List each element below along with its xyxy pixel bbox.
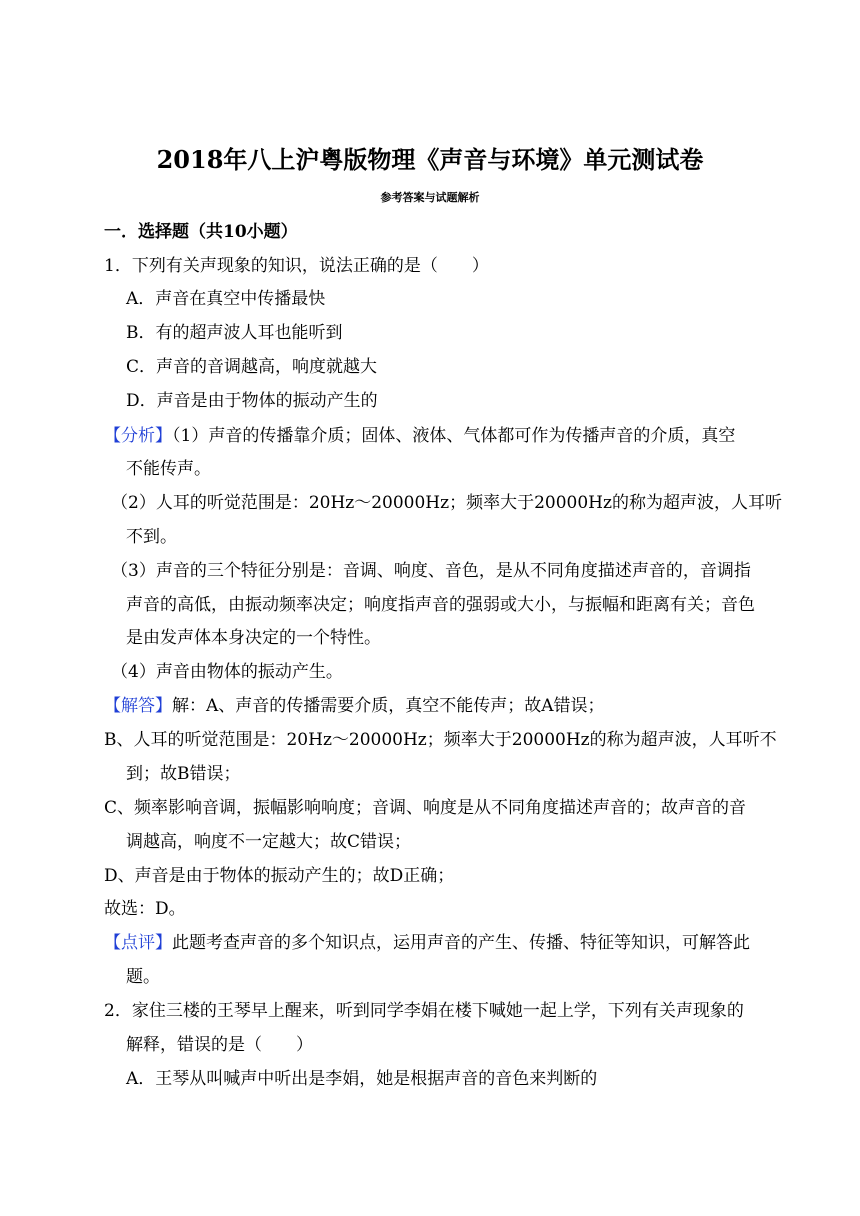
section-heading: 一．选择题（共10小题） (104, 222, 298, 242)
analysis-line: （3）声音的三个特征分别是：音调、响度、音色，是从不同角度描述声音的，音调指 (111, 561, 751, 581)
analysis-tag: 【分析】 (104, 426, 172, 446)
analysis-line: （2）人耳的听觉范围是：20Hz～20000Hz；频率大于20000Hz的称为超声波，人耳听 (111, 493, 782, 513)
analysis-text: （1）声音的传播靠介质；固体、液体、气体都可作为传播声音的介质，真空 (172, 426, 736, 446)
answer-line: C、频率影响音调，振幅影响响度；音调、响度是从不同角度描述声音的；故声音的音 (104, 798, 747, 818)
question-1-option-b: B．有的超声波人耳也能听到 (126, 323, 343, 343)
comment-text: 此题考查声音的多个知识点，运用声音的产生、传播、特征等知识，可解答此 (172, 933, 750, 953)
analysis-line: 不到。 (126, 527, 177, 547)
answer-line: D、声音是由于物体的振动产生的；故D正确； (104, 866, 455, 886)
analysis-line (104, 423, 735, 449)
answer-line (104, 693, 605, 719)
answer-line: 故选：D。 (104, 899, 186, 919)
answer-line: 到；故B错误； (126, 764, 241, 784)
question-2-option-a: A．王琴从叫喊声中听出是李娟，她是根据声音的音色来判断的 (126, 1069, 598, 1089)
comment-tag: 【点评】 (104, 933, 172, 953)
analysis-line: 声音的高低，由振动频率决定；响度指声音的强弱或大小，与振幅和距离有关；音色 (126, 595, 755, 615)
answer-line: B、人耳的听觉范围是：20Hz～20000Hz；频率大于20000Hz的称为超声波，人耳听不 (104, 730, 777, 750)
document-title: 2018年八上沪粤版物理《声音与环境》单元测试卷 (156, 145, 704, 174)
analysis-line: 是由发声体本身决定的一个特性。 (126, 628, 381, 648)
question-2-stem: 2．家住三楼的王琴早上醒来，听到同学李娟在楼下喊她一起上学，下列有关声现象的 (104, 1001, 744, 1021)
answer-tag: 【解答】 (104, 696, 172, 716)
answer-text: 解：A、声音的传播需要介质，真空不能传声；故A错误； (172, 696, 605, 716)
question-1-option-d: D．声音是由于物体的振动产生的 (126, 391, 378, 411)
question-1-option-c: C．声音的音调越高，响度就越大 (126, 357, 378, 377)
question-1-stem: 1．下列有关声现象的知识，说法正确的是（ ） (104, 256, 489, 276)
analysis-line: 不能传声。 (126, 459, 211, 479)
analysis-line: （4）声音由物体的振动产生。 (111, 662, 343, 682)
document-subtitle: 参考答案与试题解析 (380, 191, 480, 204)
question-2-stem: 解释，错误的是（ ） (126, 1035, 313, 1055)
comment-line (104, 930, 750, 956)
question-1-option-a: A．声音在真空中传播最快 (126, 289, 326, 309)
answer-line: 调越高，响度不一定越大；故C错误； (126, 832, 412, 852)
comment-line: 题。 (126, 967, 160, 987)
